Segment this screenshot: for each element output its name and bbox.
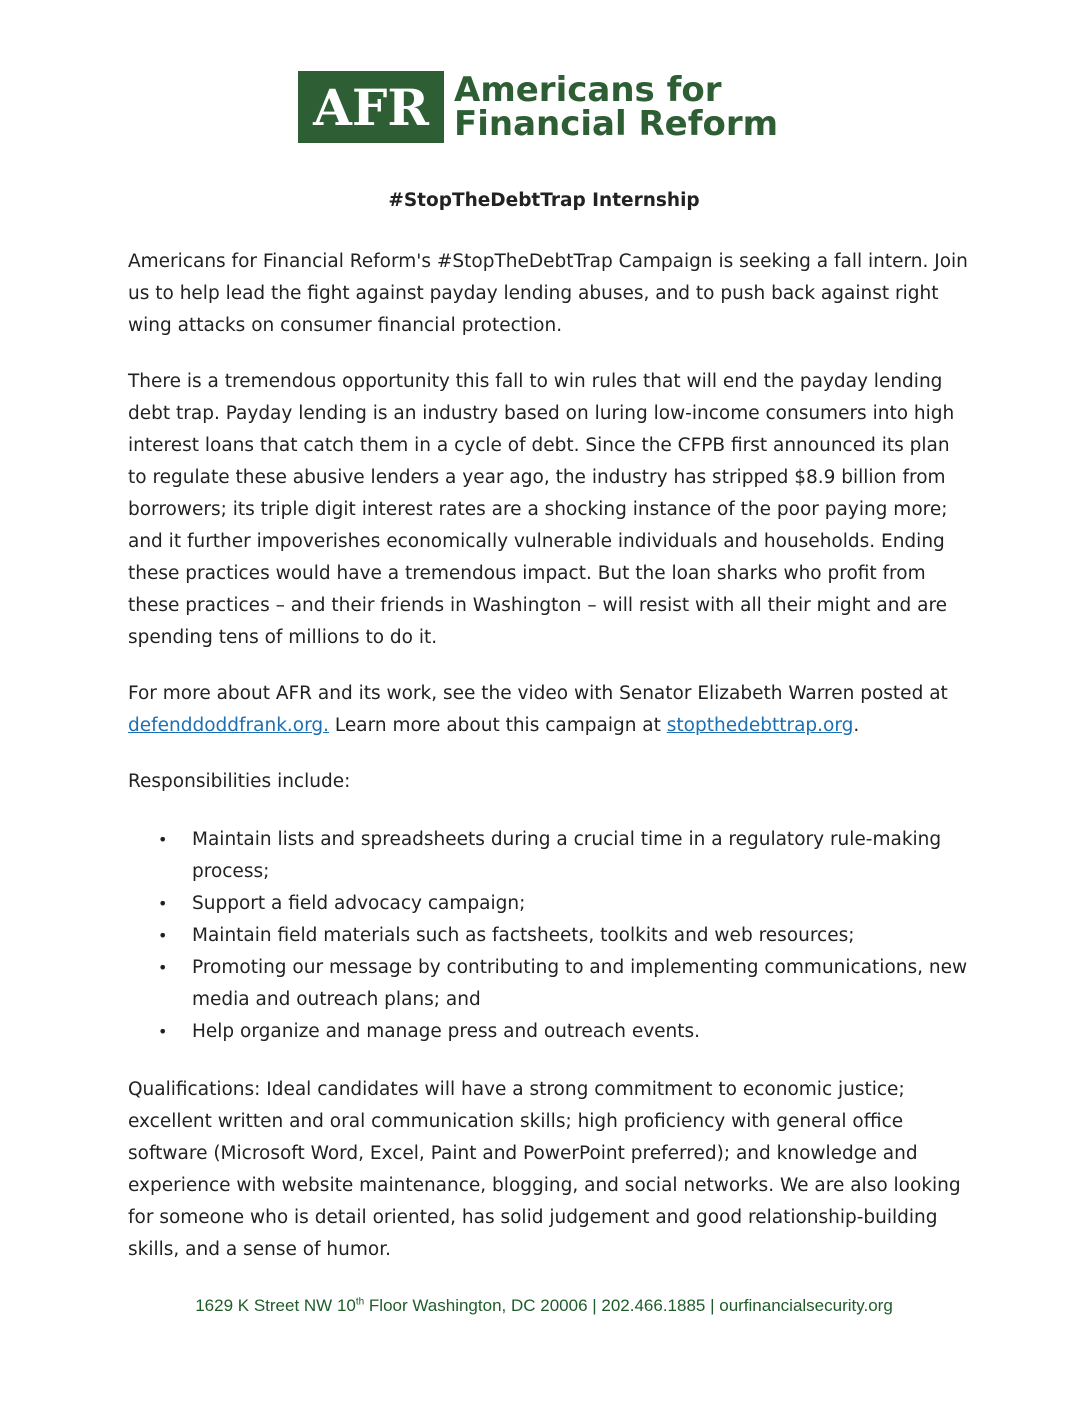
more-info-paragraph: [128, 678, 968, 742]
list-item-text: Support a field advocacy campaign;: [192, 893, 526, 914]
list-item: [128, 888, 968, 920]
list-item-text: Maintain lists and spreadsheets during a crucial time in a regulatory rule-making process;: [192, 829, 942, 882]
opportunity-text: There is a tremendous opportunity this fall to win rules that will end the payday lending debt trap. Payday lending is an industry based on luring low-income consumers into high interest loans that catch them in a cycle of debt. Since the CFPB first announced its plan to regulate these abusive lenders a year ago, the industry has stripped $8.9 billion from borrowers; its triple digit interest rates are a shocking instance of the poor paying more; and it further impoverishes economically vulnerable individuals and households. Ending these practices would have a tremendous impact. But the loan sharks who profit from these practices – and their friends in Washington – will resist with all their might and are spending tens of millions to do it.: [128, 371, 955, 648]
bullet-icon: •: [158, 894, 168, 913]
responsibilities-heading: Responsibilities include:: [128, 771, 351, 792]
stopthedebttrap-link[interactable]: stopthedebttrap.org: [666, 715, 854, 736]
afr-logo: [298, 70, 778, 144]
intro-paragraph: [128, 246, 968, 342]
more-text-2: Learn more about this campaign at: [329, 715, 667, 736]
bullet-icon: •: [158, 926, 168, 945]
footer-text-b: Floor Washington, DC 20006 | 202.466.1885 | ourfinancialsecurity.org: [364, 1296, 893, 1315]
list-item-text: Help organize and manage press and outreach events.: [192, 1021, 701, 1042]
list-item: [128, 824, 968, 888]
qualifications-paragraph: [128, 1074, 968, 1266]
logo-mark: AFR: [298, 71, 444, 143]
footer-address: [0, 1296, 1088, 1316]
qualifications-text: Qualifications: Ideal candidates will have a strong commitment to economic justice; excellent written and oral communication skills; high proficiency with general office software (Microsoft Word, Excel, Paint and PowerPoint preferred); and knowledge and experience with website maintenance, blogging, and social networks. We are also looking for someone who is detail oriented, has solid judgement and good relationship-building skills, and a sense of humor.: [128, 1079, 961, 1260]
bullet-icon: •: [158, 1022, 168, 1041]
list-item: [128, 1016, 968, 1048]
list-item-text: Maintain field materials such as factsheets, toolkits and web resources;: [192, 925, 855, 946]
bullet-icon: •: [158, 958, 168, 977]
intro-text: Americans for Financial Reform's #StopTheDebtTrap Campaign is seeking a fall intern. Join us to help lead the fight against payday lending abuses, and to push back against right wing attacks on consumer financial protection.: [128, 251, 968, 336]
page-title: #StopTheDebtTrap Internship: [388, 190, 700, 211]
list-item-text: Promoting our message by contributing to and implementing communications, new media and outreach plans; and: [192, 957, 968, 1010]
logo-wordmark: [454, 70, 779, 144]
logo-line-1: Americans for: [454, 70, 722, 110]
responsibilities-list: [128, 824, 968, 1048]
more-info-text: [128, 678, 968, 742]
responsibilities-section: [128, 824, 968, 1048]
list-item: [128, 920, 968, 952]
more-text-3: .: [853, 715, 860, 736]
logo-line-2: Financial Reform: [454, 104, 779, 144]
more-text-1: For more about AFR and its work, see the video with Senator Elizabeth Warren posted at: [128, 683, 948, 704]
bullet-icon: •: [158, 830, 168, 849]
opportunity-paragraph: [128, 366, 968, 654]
list-item: [128, 952, 968, 1016]
footer-superscript: th: [355, 1296, 365, 1308]
defenddoddfrank-link[interactable]: defenddoddfrank.org.: [128, 715, 330, 736]
footer-text-a: 1629 K Street NW 10: [195, 1296, 356, 1315]
